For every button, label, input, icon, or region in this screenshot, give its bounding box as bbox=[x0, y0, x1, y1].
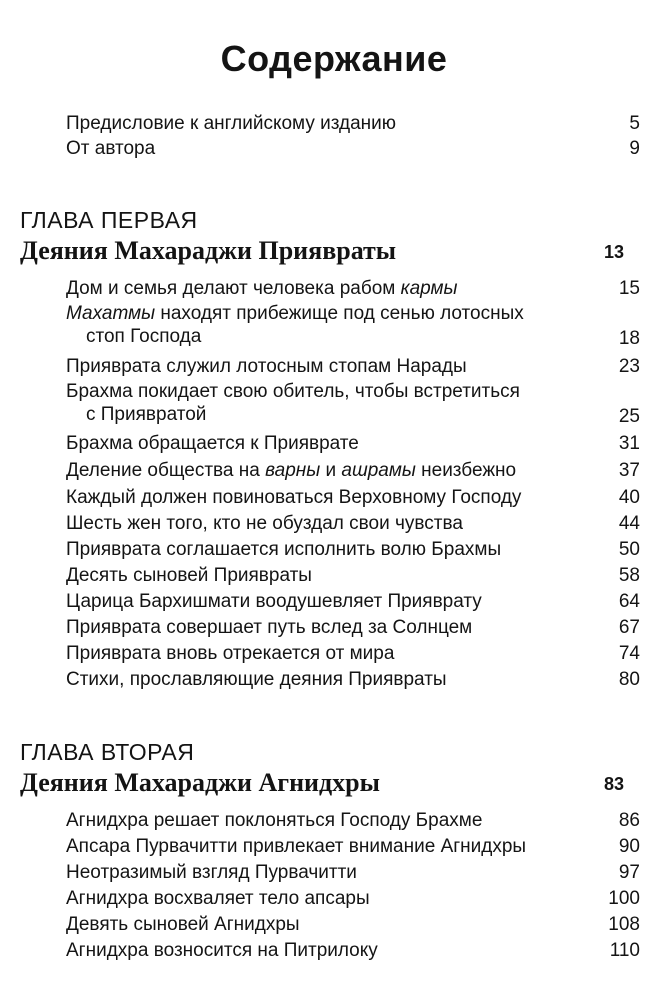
entry-text: и bbox=[320, 460, 342, 481]
chapter-page: 83 bbox=[603, 774, 624, 794]
entry-text: Десять сыновей Приявраты bbox=[66, 565, 312, 586]
entry-text: Царица Бархишмати воодушевляет Прияврату bbox=[66, 591, 482, 612]
toc-entry-page: 86 bbox=[618, 810, 640, 831]
entry-text: Прияврата соглашается исполнить волю Брахмы bbox=[66, 539, 502, 560]
entry-text: Прияврата совершает путь вслед за Солнцем bbox=[66, 617, 473, 638]
toc-entry-page: 31 bbox=[618, 433, 640, 454]
entry-text: Неотразимый взгляд Пурвачитти bbox=[66, 862, 357, 883]
entry-text: Стихи, прославляющие деяния Приявраты bbox=[66, 669, 447, 690]
chapter-label: ГЛАВА ВТОРАЯ bbox=[20, 739, 195, 765]
toc-entry-page: 25 bbox=[618, 406, 640, 427]
entry-text: Агнидхра возносится на Питрилоку bbox=[66, 940, 378, 961]
toc-entry-page: 64 bbox=[618, 591, 640, 612]
entry-continuation: стоп Господа bbox=[86, 326, 202, 347]
entry-text: Брахма обращается к Прияврате bbox=[66, 433, 359, 454]
entry-text: Апсара Пурвачитти привлекает внимание Агнидхры bbox=[66, 836, 527, 857]
toc-entry-page: 40 bbox=[618, 487, 640, 508]
chapter-title[interactable] bbox=[20, 236, 650, 266]
chapter-title-text: Деяния Махараджи Приявраты bbox=[20, 236, 397, 265]
toc-entry-page: 50 bbox=[618, 539, 640, 560]
toc-entry-page: 100 bbox=[608, 888, 640, 909]
toc-entry-page: 23 bbox=[618, 356, 640, 377]
toc-entry-page: 58 bbox=[618, 565, 640, 586]
entry-text: Брахма покидает свою обитель, чтобы встретиться bbox=[66, 381, 520, 402]
entry-text: Прияврата служил лотосным стопам Нарады bbox=[66, 356, 467, 377]
chapter-label: ГЛАВА ПЕРВАЯ bbox=[20, 207, 198, 233]
toc-entry-page: 15 bbox=[618, 278, 640, 299]
page-title: Содержание bbox=[220, 38, 448, 79]
toc-entry-page: 80 bbox=[618, 669, 640, 690]
toc-entry-page: 110 bbox=[609, 940, 640, 961]
entry-italic-term: ашрамы bbox=[341, 460, 416, 481]
chapter-page: 13 bbox=[603, 242, 624, 262]
entry-continuation: с Приявратой bbox=[86, 404, 207, 425]
toc-entry-title: Предисловие к английскому изданию bbox=[66, 113, 397, 134]
toc-entry-page: 44 bbox=[618, 513, 640, 534]
entry-italic-term: кармы bbox=[400, 278, 458, 299]
chapter-title[interactable] bbox=[20, 768, 650, 798]
entry-italic-term: варны bbox=[265, 460, 321, 481]
toc-entry-page: 97 bbox=[618, 862, 640, 883]
toc-entry-page: 18 bbox=[618, 328, 640, 349]
entry-text: Агнидхра решает поклоняться Господу Брахме bbox=[66, 810, 483, 831]
entry-text: Деление общества на bbox=[66, 460, 266, 481]
toc-entry-page: 37 bbox=[618, 460, 640, 481]
entry-text: неизбежно bbox=[415, 460, 517, 481]
chapter-title-text: Деяния Махараджи Агнидхры bbox=[20, 768, 380, 797]
toc-entry-page: 108 bbox=[608, 914, 640, 935]
toc-entry-page: 9 bbox=[629, 138, 640, 159]
toc-entry-title: От автора bbox=[66, 138, 156, 159]
entry-text: Девять сыновей Агнидхры bbox=[66, 914, 300, 935]
entry-text: Каждый должен повиноваться Верховному Господу bbox=[66, 487, 522, 508]
entry-italic-term: Махатмы bbox=[66, 303, 156, 324]
toc-entry-page: 90 bbox=[618, 836, 640, 857]
toc-entry-page: 67 bbox=[618, 617, 640, 638]
entry-text: Дом и семья делают человека рабом bbox=[66, 278, 401, 299]
entry-text: находят прибежище под сенью лотосных bbox=[155, 303, 524, 324]
entry-text: Шесть жен того, кто не обуздал свои чувства bbox=[66, 513, 463, 534]
toc-entry-page: 74 bbox=[618, 643, 640, 664]
entry-text: Прияврата вновь отрекается от мира bbox=[66, 643, 395, 664]
entry-text: Агнидхра восхваляет тело апсары bbox=[66, 888, 370, 909]
toc-entry-page: 5 bbox=[629, 113, 640, 134]
